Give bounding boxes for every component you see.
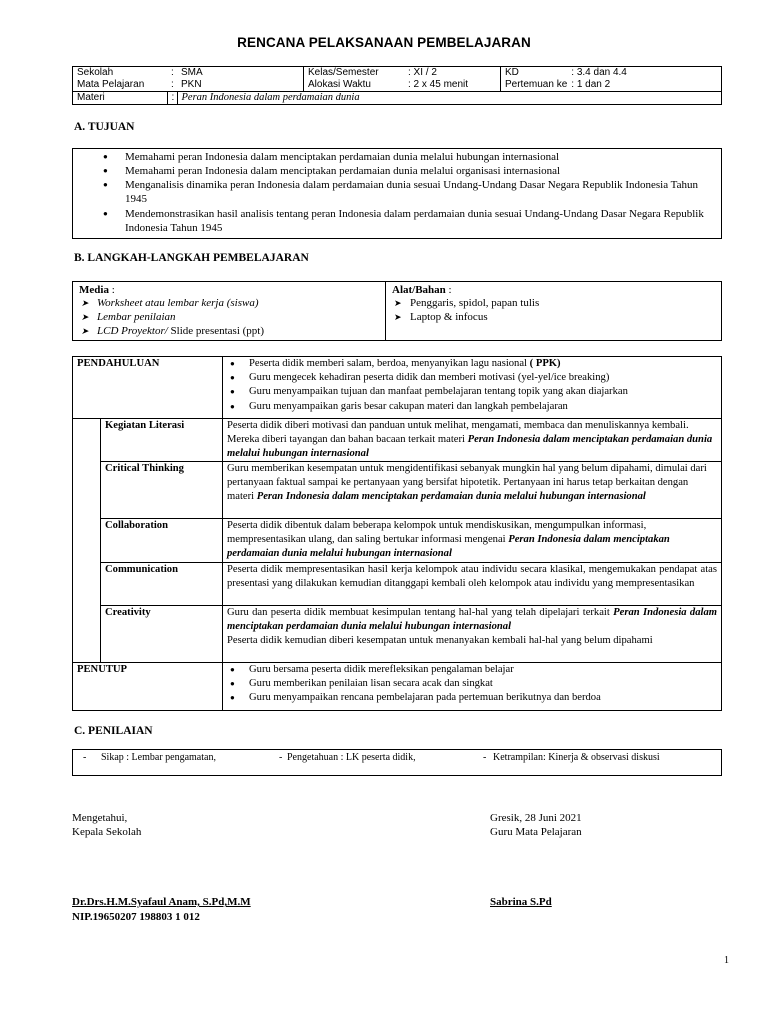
tujuan-item: ● Menganalisis dinamika peran Indonesia dalam perdamaian dunia sesuai Undang-Undang Dasar Negara Republik Indonesia Tahun 1945 (73, 178, 721, 206)
media-item: ➤ Lembar penilaian (79, 310, 385, 324)
penutup-label: PENUTUP (73, 663, 223, 711)
alokasi-label: Alokasi Waktu (304, 79, 405, 92)
section-langkah-heading: B. LANGKAH-LANGKAH PEMBELAJARAN (74, 252, 309, 264)
materi-label: Materi (73, 92, 168, 105)
sekolah-colon: : (171, 67, 174, 78)
mapel-value: PKN (181, 79, 202, 90)
pendahuluan-item: ● Guru menyampaikan garis besar cakupan materi dan langkah pembelajaran (227, 400, 717, 414)
mapel-label: Mata Pelajaran (77, 79, 145, 90)
penutup-item: ● Guru bersama peserta didik merefleksikan pengalaman belajar (227, 663, 717, 677)
pendahuluan-content (223, 357, 722, 419)
creativity-label: Creativity (101, 606, 223, 663)
tujuan-item: ● Mendemonstrasikan hasil analisis tentang peran Indonesia dalam perdamaian dunia sesuai Undang-Undang Dasar Negara Republik Indonesia Tahun 1945 (73, 207, 721, 235)
pertemuan-label: Pertemuan ke (501, 79, 568, 92)
tujuan-item: ● Memahami peran Indonesia dalam menciptakan perdamaian dunia melalui organisasi internasional (73, 164, 721, 178)
sig-left-line1: Mengetahui, (72, 812, 128, 824)
alat-label: Alat/Bahan (392, 284, 446, 296)
pertemuan-value: : 1 dan 2 (571, 79, 611, 90)
kelas-value: : XI / 2 (408, 67, 437, 78)
teacher-name: Sabrina S.Pd (490, 896, 552, 908)
pendahuluan-item: ● Guru mengecek kehadiran peserta didik dan memberi motivasi (yel-yel/ice breaking) (227, 371, 717, 385)
pendahuluan-item: ● Guru menyampaikan tujuan dan manfaat pembelajaran tentang topik yang akan diajarkan (227, 385, 717, 399)
sig-right-line1: Gresik, 28 Juni 2021 (490, 812, 582, 824)
section-penilaian-heading: C. PENILAIAN (74, 725, 153, 737)
penutup-item: ● Guru menyampaikan rencana pembelajaran pada pertemuan berikutnya dan berdoa (227, 691, 717, 705)
critical-text: Guru memberikan kesempatan untuk mengidentifikasi sebanyak mungkin hal yang belum dipahami, dimulai dari pertanyaan faktual sampai ke pertanyaan yang bersifat hipotetik. Pertanyaan ini harus tetap berkaitan dengan materi Peran Indonesia dalam menciptakan perdamaian dunia melalui hubungan internasional (223, 462, 722, 519)
kegiatan-table (72, 356, 722, 711)
headmaster-nip: NIP.19650207 198803 1 012 (72, 911, 200, 923)
kd-label: KD (501, 67, 568, 80)
penutup-content (223, 663, 722, 711)
pendahuluan-list (227, 357, 717, 414)
alokasi-value: : 2 x 45 menit (408, 79, 469, 90)
literasi-label: Kegiatan Literasi (101, 419, 223, 462)
tujuan-list (73, 150, 721, 235)
critical-label: Critical Thinking (101, 462, 223, 519)
sekolah-value: SMA (181, 67, 203, 78)
kd-value: : 3.4 dan 4.4 (571, 67, 627, 78)
penilaian-sikap: Sikap : Lembar pengamatan, (101, 752, 216, 763)
sig-right-line2: Guru Mata Pelajaran (490, 826, 582, 838)
collaboration-text: Peserta didik dibentuk dalam beberapa kelompok untuk mendiskusikan, mengumpulkan informasi, mempresentasikan ulang, dan saling bertukar informasi mengenai Peran Indonesia dalam menciptakan perdamaian dunia melalui hubungan internasional (223, 519, 722, 563)
creativity-text: Guru dan peserta didik membuat kesimpulan tentang hal-hal yang telah dipelajari terkait Peran Indonesia dalam menciptakan perdamaian dunia melalui hubungan internasional Peserta didik kemudian diberi kesempatan untuk menanyakan kembali hal-hal yang belum dipahami (223, 606, 722, 663)
media-label: Media (79, 284, 109, 296)
mapel-colon: : (171, 79, 174, 90)
materi-colon: : (167, 92, 177, 105)
penutup-list (227, 663, 717, 706)
header-info-table (72, 66, 722, 105)
alat-column: Alat/Bahan : ➤ Penggaris, spidol, papan tulis ➤ Laptop & infocus (386, 282, 721, 340)
headmaster-name: Dr.Drs.H.M.Syafaul Anam, S.Pd,M.M (72, 896, 251, 908)
penilaian-pengetahuan: Pengetahuan : LK peserta didik, (287, 752, 416, 763)
media-list (79, 296, 385, 338)
pendahuluan-label: PENDAHULUAN (73, 357, 223, 419)
kelas-label: Kelas/Semester (304, 67, 405, 80)
communication-label: Communication (101, 563, 223, 606)
media-item: ➤ Worksheet atau lembar kerja (siswa) (79, 296, 385, 310)
penilaian-box: - Sikap : Lembar pengamatan, - Pengetahuan : LK peserta didik, - Ketrampilan: Kinerja & observasi diskusi (72, 749, 722, 776)
media-item: ➤ LCD Proyektor/ Slide presentasi (ppt) (79, 324, 385, 338)
literasi-text: Peserta didik diberi motivasi dan panduan untuk melihat, mengamati, membaca dan menuliskannya kembali. Mereka diberi tayangan dan bahan bacaan terkait materi Peran Indonesia dalam menciptakan perdamaian dunia melalui hubungan internasional (223, 419, 722, 462)
tujuan-box (72, 148, 722, 239)
alat-item: ➤ Laptop & infocus (392, 310, 721, 324)
alat-list (392, 296, 721, 324)
penutup-item: ● Guru memberikan penilaian lisan secara acak dan singkat (227, 677, 717, 691)
collaboration-label: Collaboration (101, 519, 223, 563)
materi-value: Peran Indonesia dalam perdamaian dunia (177, 92, 722, 105)
sekolah-label: Sekolah (77, 67, 114, 78)
tujuan-item: ● Memahami peran Indonesia dalam menciptakan perdamaian dunia melalui hubungan internasional (73, 150, 721, 164)
alat-item: ➤ Penggaris, spidol, papan tulis (392, 296, 721, 310)
kegiatan-inti-spacer (73, 419, 101, 663)
page-number: 1 (724, 955, 729, 966)
page-title: RENCANA PELAKSANAAN PEMBELAJARAN (237, 35, 531, 50)
sig-left-line2: Kepala Sekolah (72, 826, 142, 838)
section-tujuan-heading: A. TUJUAN (74, 121, 135, 133)
media-column: Media : ➤ Worksheet atau lembar kerja (siswa) ➤ Lembar penilaian ➤ LCD Proyektor/ Slide presentasi (ppt) (73, 282, 386, 340)
media-alat-box (72, 281, 722, 341)
penilaian-keterampilan: Ketrampilan: Kinerja & observasi diskusi (493, 752, 660, 763)
communication-text: Peserta didik mempresentasikan hasil kerja kelompok atau individu secara klasikal, mengemukakan pendapat atas presentasi yang dilakukan kemudian ditanggapi kembali oleh kelompok atau individu yang mempresentasikan (223, 563, 722, 606)
pendahuluan-item: ● Peserta didik memberi salam, berdoa, menyanyikan lagu nasional ( PPK) (227, 357, 717, 371)
